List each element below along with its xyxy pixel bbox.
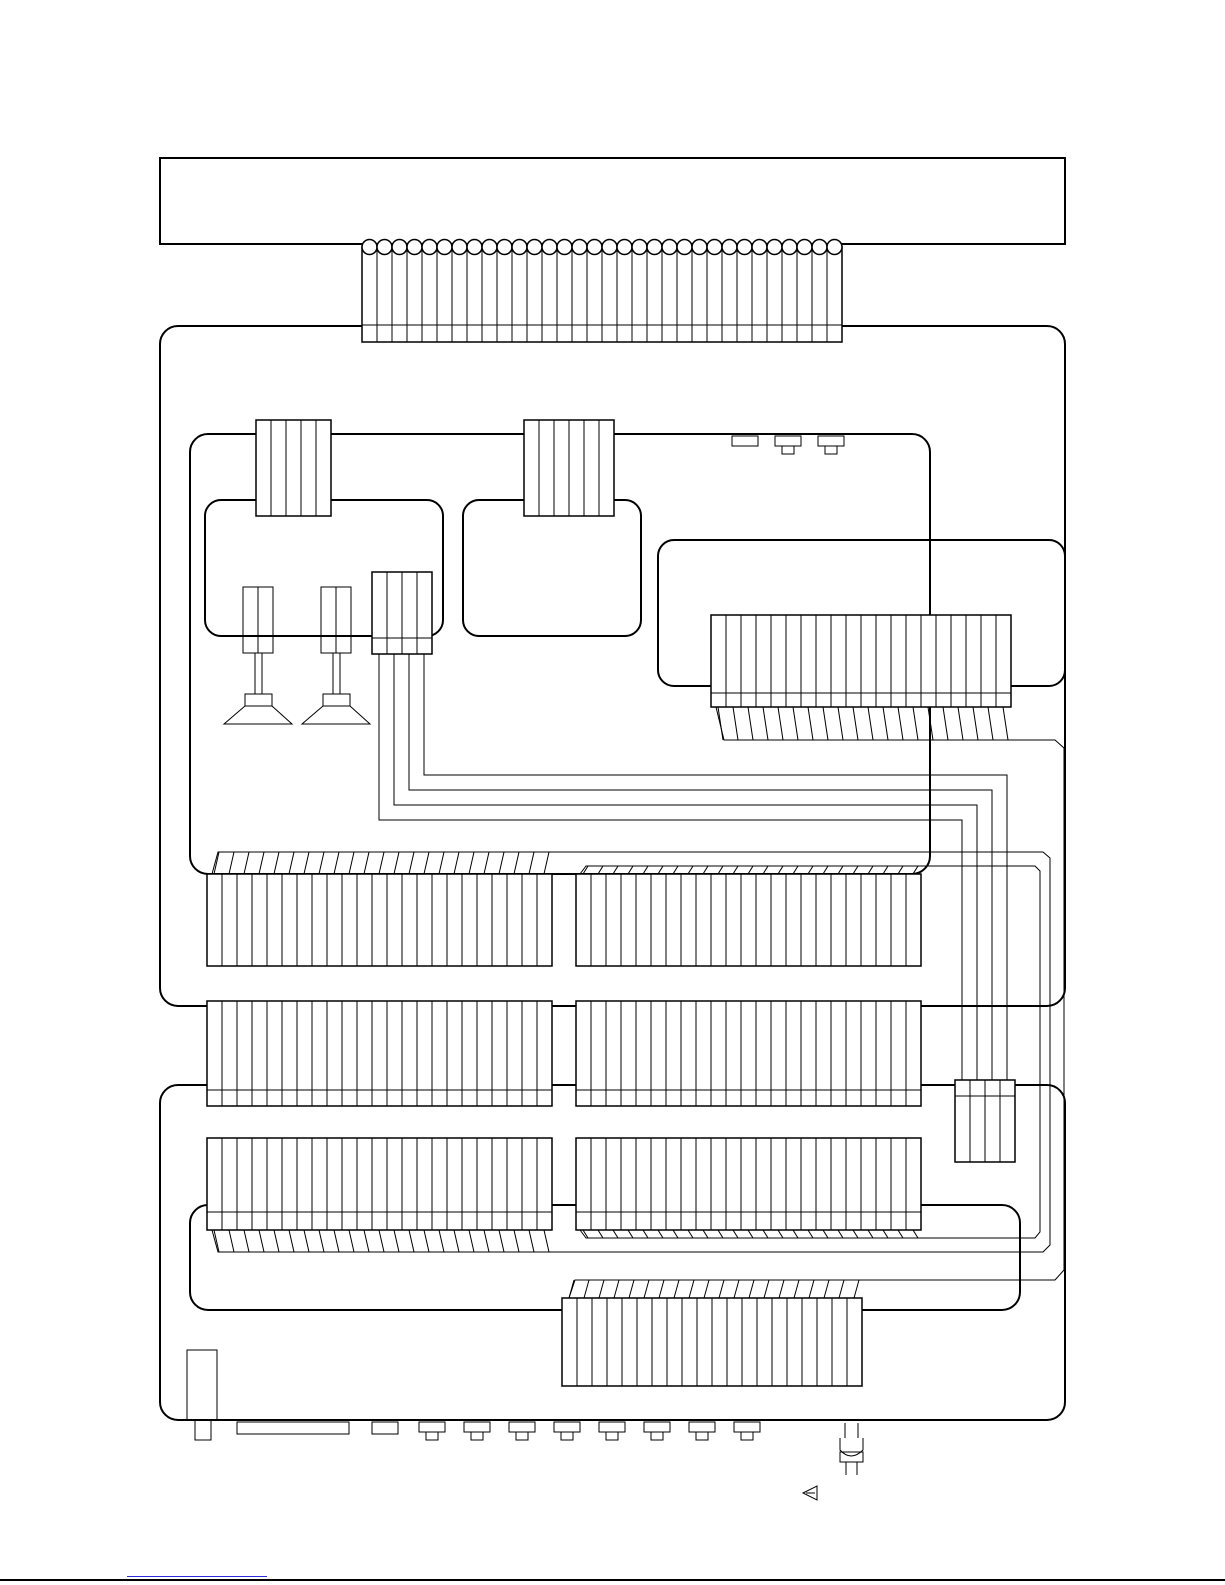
footer-link[interactable] — [127, 1576, 267, 1577]
footer-rule — [0, 1579, 1225, 1581]
speaker-out-connector — [372, 572, 432, 654]
jack-upper-3 — [818, 436, 844, 446]
long-port — [237, 1422, 349, 1434]
main-connector-right-1 — [576, 874, 921, 966]
jack-upper-3-pin — [825, 446, 837, 454]
bottom-jack-4 — [554, 1422, 580, 1440]
main-connector-left-1 — [207, 874, 552, 966]
side-slot — [187, 1350, 217, 1420]
main-connector-right-3 — [576, 1138, 921, 1230]
speaker-icon — [302, 587, 370, 724]
main-connector-left-3 — [207, 1138, 552, 1230]
aux-connector — [955, 1080, 1015, 1162]
bottom-jack-5 — [599, 1422, 625, 1440]
bottom-jack-6 — [644, 1422, 670, 1440]
bottom-jack-8 — [734, 1422, 760, 1440]
jack-upper-1 — [732, 436, 758, 446]
top-panel — [160, 158, 1065, 244]
top-harness-connector — [362, 240, 842, 343]
bottom-jack-2 — [464, 1422, 490, 1440]
bottom-jack-7 — [689, 1422, 715, 1440]
power-plug-icon — [840, 1423, 863, 1475]
speaker-icon — [224, 587, 292, 724]
antenna-connector — [195, 1420, 211, 1440]
bottom-connector — [562, 1298, 862, 1386]
small-module — [463, 500, 641, 636]
amp-connector-left — [256, 420, 331, 516]
main-connector-left-2 — [207, 1001, 552, 1106]
safety-triangle-icon — [803, 1486, 817, 1500]
small-port — [372, 1422, 398, 1434]
bottom-jack-1 — [419, 1422, 445, 1440]
bottom-jack-3 — [509, 1422, 535, 1440]
jack-upper-2 — [775, 436, 801, 446]
amp-connector-right — [524, 420, 614, 516]
display-connector — [711, 615, 1011, 707]
jack-upper-2-pin — [782, 446, 794, 454]
main-connector-right-2 — [576, 1001, 921, 1106]
